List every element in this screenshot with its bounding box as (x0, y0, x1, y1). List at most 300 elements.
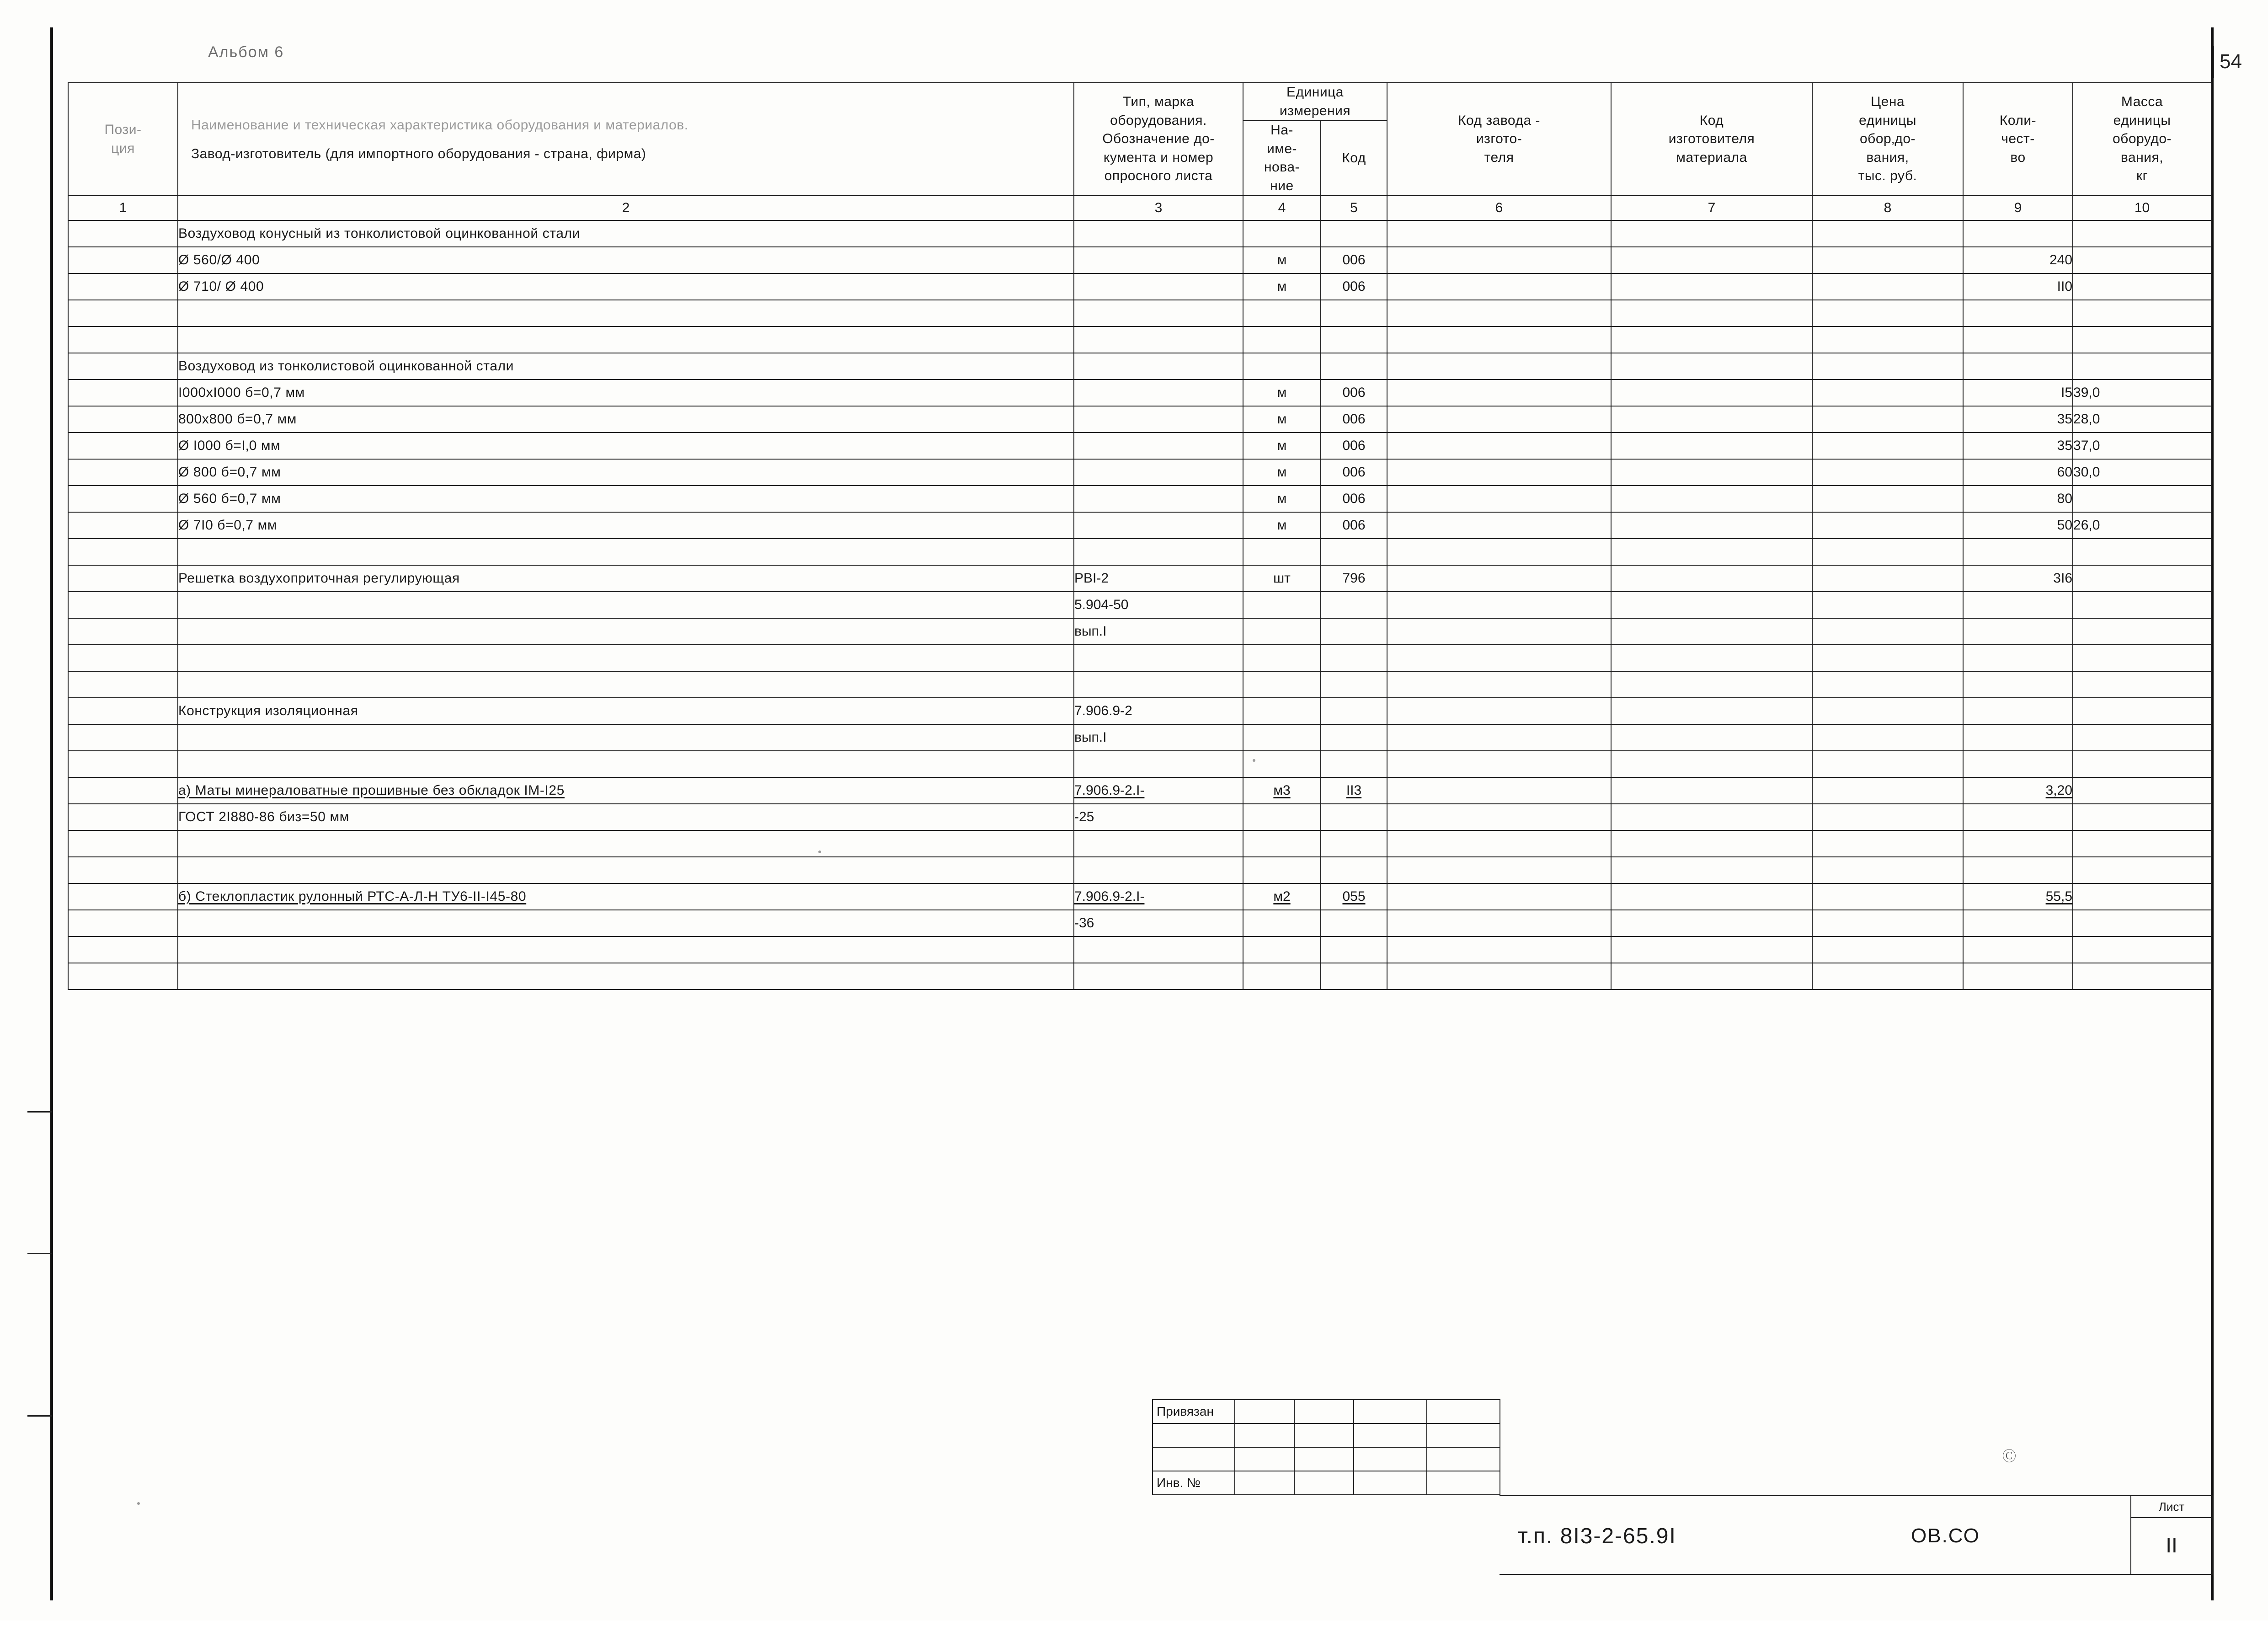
row-material-code (1611, 380, 1812, 406)
row-quantity (1963, 433, 2073, 459)
row-quantity-text: 240 (2049, 252, 2073, 267)
tb-cell (1354, 1447, 1427, 1471)
row-unit-code (1321, 300, 1387, 326)
row-name (178, 645, 1074, 671)
header-unit-mass: Масса единицы оборудо- вания, кг (2073, 83, 2211, 196)
row-name-text: I000xI000 б=0,7 мм (178, 385, 305, 400)
row-unit-code-text: II3 (1346, 783, 1362, 798)
row-material-code (1611, 910, 1812, 936)
row-unit-name (1243, 857, 1321, 883)
row-mass (2073, 512, 2211, 539)
table-row (68, 592, 2211, 618)
row-plant-code (1387, 671, 1611, 698)
tb-cell (1427, 1400, 1500, 1423)
row-material-code (1611, 247, 1812, 273)
row-price (1812, 830, 1963, 857)
row-material-code (1611, 804, 1812, 830)
row-unit-name (1243, 273, 1321, 300)
row-unit-name-text: м2 (1273, 889, 1291, 904)
row-unit-name (1243, 618, 1321, 645)
row-name (178, 883, 1074, 910)
row-mass (2073, 963, 2211, 990)
row-document-text: 7.906.9-2 (1074, 703, 1132, 718)
row-document-text: 7.906.9-2.I- (1074, 889, 1145, 904)
row-price (1812, 353, 1963, 380)
row-position (68, 380, 178, 406)
table-row (68, 804, 2211, 830)
colnum-8: 8 (1812, 196, 1963, 220)
header-quantity: Коли- чест- во (1963, 83, 2073, 196)
row-material-code (1611, 406, 1812, 433)
row-quantity (1963, 486, 2073, 512)
row-material-code (1611, 273, 1812, 300)
row-position (68, 645, 178, 671)
equipment-specification-table (68, 82, 2212, 990)
tb-cell (1427, 1447, 1500, 1471)
row-name (178, 406, 1074, 433)
row-quantity (1963, 353, 2073, 380)
row-unit-name (1243, 565, 1321, 592)
row-position (68, 300, 178, 326)
row-quantity-text: 60 (2057, 465, 2073, 480)
header-unit-group: Единица измерения (1243, 83, 1387, 121)
row-quantity (1963, 830, 2073, 857)
row-quantity (1963, 565, 2073, 592)
row-unit-code (1321, 910, 1387, 936)
row-price (1812, 671, 1963, 698)
tb-cell (1235, 1423, 1294, 1447)
row-unit-code (1321, 645, 1387, 671)
row-plant-code (1387, 433, 1611, 459)
row-unit-code (1321, 406, 1387, 433)
row-unit-name (1243, 406, 1321, 433)
row-unit-name (1243, 830, 1321, 857)
row-name (178, 433, 1074, 459)
row-quantity (1963, 592, 2073, 618)
row-document (1074, 406, 1243, 433)
row-document (1074, 565, 1243, 592)
tb-cell (1354, 1423, 1427, 1447)
row-plant-code (1387, 565, 1611, 592)
row-name (178, 459, 1074, 486)
row-name-text: Ø I000 б=I‚0 мм (178, 438, 281, 453)
row-quantity (1963, 724, 2073, 751)
colnum-2: 2 (178, 196, 1074, 220)
row-unit-code (1321, 618, 1387, 645)
row-mass (2073, 565, 2211, 592)
row-unit-code (1321, 830, 1387, 857)
colnum-9: 9 (1963, 196, 2073, 220)
row-name (178, 512, 1074, 539)
title-block (1152, 1399, 2211, 1573)
row-price (1812, 618, 1963, 645)
row-material-code (1611, 777, 1812, 804)
row-name (178, 751, 1074, 777)
row-material-code (1611, 459, 1812, 486)
row-unit-name (1243, 300, 1321, 326)
row-material-code (1611, 857, 1812, 883)
row-quantity (1963, 698, 2073, 724)
row-mass (2073, 486, 2211, 512)
row-plant-code (1387, 618, 1611, 645)
row-quantity (1963, 645, 2073, 671)
row-unit-code (1321, 459, 1387, 486)
title-block-grid (1152, 1399, 1500, 1495)
row-position (68, 459, 178, 486)
row-mass (2073, 857, 2211, 883)
row-price (1812, 936, 1963, 963)
sheet-number-tick (2213, 46, 2214, 78)
row-document-text: вып.I (1074, 730, 1107, 745)
row-name (178, 326, 1074, 353)
row-material-code (1611, 300, 1812, 326)
row-unit-code (1321, 326, 1387, 353)
row-plant-code (1387, 883, 1611, 910)
row-mass-text: 28,0 (2073, 412, 2100, 427)
row-document (1074, 724, 1243, 751)
row-price (1812, 273, 1963, 300)
row-name-text: ГОСТ 2I880-86 биз=50 мм (178, 809, 349, 824)
row-unit-name-text: м (1277, 252, 1287, 267)
margin-tick-1 (27, 1111, 52, 1113)
tb-cell (1354, 1471, 1427, 1495)
row-price (1812, 724, 1963, 751)
row-position (68, 247, 178, 273)
row-quantity-text: II0 (2057, 279, 2073, 294)
row-mass (2073, 724, 2211, 751)
table-row (68, 910, 2211, 936)
approval-stamp-icon: Ⓒ (2002, 1449, 2016, 1464)
row-price (1812, 698, 1963, 724)
row-unit-name (1243, 671, 1321, 698)
row-plant-code (1387, 406, 1611, 433)
row-name (178, 247, 1074, 273)
tb-cell (1153, 1423, 1235, 1447)
row-unit-name (1243, 326, 1321, 353)
title-block-row (1153, 1447, 1500, 1471)
row-material-code (1611, 592, 1812, 618)
tb-cell (1427, 1423, 1500, 1447)
row-name (178, 963, 1074, 990)
row-unit-code (1321, 777, 1387, 804)
tb-cell (1294, 1423, 1354, 1447)
row-price (1812, 380, 1963, 406)
row-mass-text: 26,0 (2073, 518, 2100, 533)
row-name-text: Ø 560/Ø 400 (178, 252, 260, 267)
row-mass (2073, 936, 2211, 963)
row-mass (2073, 618, 2211, 645)
row-material-code (1611, 963, 1812, 990)
row-unit-code (1321, 751, 1387, 777)
row-quantity (1963, 459, 2073, 486)
row-plant-code (1387, 963, 1611, 990)
row-unit-name (1243, 910, 1321, 936)
row-unit-name (1243, 592, 1321, 618)
row-document (1074, 777, 1243, 804)
row-quantity-text: 3,20 (2045, 783, 2073, 798)
table-row (68, 459, 2211, 486)
row-name-text: Конструкция изоляционная (178, 703, 358, 718)
row-unit-code (1321, 539, 1387, 565)
row-quantity (1963, 406, 2073, 433)
table-row (68, 247, 2211, 273)
row-mass (2073, 698, 2211, 724)
row-position (68, 406, 178, 433)
row-quantity (1963, 671, 2073, 698)
row-unit-name-text: м (1277, 465, 1287, 480)
table-row (68, 698, 2211, 724)
row-material-code (1611, 353, 1812, 380)
row-mass (2073, 883, 2211, 910)
row-material-code (1611, 512, 1812, 539)
table-header-row (68, 83, 2211, 121)
row-material-code (1611, 539, 1812, 565)
row-mass-text: 30,0 (2073, 465, 2100, 480)
row-mass (2073, 433, 2211, 459)
row-document (1074, 671, 1243, 698)
row-name (178, 353, 1074, 380)
row-unit-code-text: 006 (1342, 518, 1366, 533)
table-row (68, 326, 2211, 353)
table-row (68, 433, 2211, 459)
tb-cell (1294, 1471, 1354, 1495)
row-unit-name (1243, 963, 1321, 990)
row-unit-name-text: м3 (1273, 783, 1291, 798)
row-mass (2073, 804, 2211, 830)
row-unit-code (1321, 671, 1387, 698)
table-row (68, 830, 2211, 857)
row-plant-code (1387, 486, 1611, 512)
row-document (1074, 300, 1243, 326)
row-document-text: 5.904-50 (1074, 597, 1129, 612)
row-material-code (1611, 220, 1812, 247)
row-name (178, 220, 1074, 247)
row-position (68, 273, 178, 300)
header-plant-code: Код завода - изгото- теля (1387, 83, 1611, 196)
row-unit-name (1243, 433, 1321, 459)
row-plant-code (1387, 300, 1611, 326)
table-body (68, 220, 2211, 990)
table-row (68, 273, 2211, 300)
colnum-7: 7 (1611, 196, 1812, 220)
row-unit-code (1321, 512, 1387, 539)
row-name (178, 936, 1074, 963)
row-document-text: вып.I (1074, 624, 1107, 639)
row-position (68, 220, 178, 247)
table-row (68, 645, 2211, 671)
row-name (178, 857, 1074, 883)
row-plant-code (1387, 459, 1611, 486)
row-unit-name (1243, 459, 1321, 486)
row-plant-code (1387, 220, 1611, 247)
row-plant-code (1387, 724, 1611, 751)
row-mass (2073, 380, 2211, 406)
row-document (1074, 963, 1243, 990)
tb-cell (1235, 1447, 1294, 1471)
row-unit-code-text: 796 (1342, 571, 1366, 586)
table-row (68, 353, 2211, 380)
row-material-code (1611, 751, 1812, 777)
row-unit-code-text: 055 (1342, 889, 1366, 904)
row-unit-name-text: м (1277, 518, 1287, 533)
row-unit-code-text: 006 (1342, 385, 1366, 400)
row-plant-code (1387, 592, 1611, 618)
row-unit-code (1321, 433, 1387, 459)
row-document (1074, 512, 1243, 539)
row-unit-name (1243, 751, 1321, 777)
row-mass (2073, 220, 2211, 247)
row-mass (2073, 406, 2211, 433)
row-mass (2073, 777, 2211, 804)
row-price (1812, 857, 1963, 883)
row-quantity (1963, 883, 2073, 910)
row-unit-code-text: 006 (1342, 438, 1366, 453)
row-name (178, 486, 1074, 512)
row-quantity (1963, 247, 2073, 273)
row-price (1812, 751, 1963, 777)
table-row (68, 380, 2211, 406)
row-plant-code (1387, 910, 1611, 936)
row-price (1812, 645, 1963, 671)
row-unit-name (1243, 777, 1321, 804)
row-material-code (1611, 724, 1812, 751)
row-document (1074, 910, 1243, 936)
row-quantity (1963, 273, 2073, 300)
row-position (68, 804, 178, 830)
row-plant-code (1387, 857, 1611, 883)
row-position (68, 592, 178, 618)
margin-tick-2 (27, 1253, 52, 1254)
colnum-4: 4 (1243, 196, 1321, 220)
row-plant-code (1387, 751, 1611, 777)
table-row (68, 618, 2211, 645)
row-document (1074, 273, 1243, 300)
row-price (1812, 963, 1963, 990)
row-document (1074, 486, 1243, 512)
row-document-text: РВI-2 (1074, 571, 1109, 586)
row-position (68, 326, 178, 353)
row-material-code (1611, 698, 1812, 724)
row-document (1074, 751, 1243, 777)
row-name (178, 300, 1074, 326)
row-position (68, 830, 178, 857)
header-description: Наименование и техническая характеристика оборудования и материалов. Завод-изготовитель (для импортного оборудования - страна, фирма) (178, 83, 1074, 196)
colnum-6: 6 (1387, 196, 1611, 220)
inv-no-label: Инв. № (1153, 1471, 1235, 1495)
row-document (1074, 539, 1243, 565)
header-unit-code: Код (1321, 121, 1387, 196)
row-name (178, 777, 1074, 804)
row-quantity (1963, 777, 2073, 804)
row-mass (2073, 910, 2211, 936)
title-block-row (1153, 1400, 1500, 1423)
row-mass-text: 37,0 (2073, 438, 2100, 453)
row-unit-code-text: 006 (1342, 491, 1366, 506)
row-material-code (1611, 433, 1812, 459)
row-document (1074, 936, 1243, 963)
row-unit-code (1321, 963, 1387, 990)
sheet-number: 54 (2220, 50, 2242, 73)
title-block-row (1153, 1471, 1500, 1495)
row-unit-code (1321, 883, 1387, 910)
row-document-text: -25 (1074, 809, 1094, 824)
row-unit-name-text: м (1277, 279, 1287, 294)
row-document (1074, 883, 1243, 910)
row-quantity (1963, 300, 2073, 326)
row-mass (2073, 459, 2211, 486)
table-row (68, 220, 2211, 247)
row-mass (2073, 247, 2211, 273)
row-document (1074, 698, 1243, 724)
row-position (68, 671, 178, 698)
row-document (1074, 220, 1243, 247)
row-unit-name-text: м (1277, 491, 1287, 506)
row-mass (2073, 645, 2211, 671)
album-label: Альбом 6 (208, 43, 284, 61)
row-position (68, 539, 178, 565)
row-quantity-text: 3I6 (2053, 571, 2073, 586)
row-price (1812, 247, 1963, 273)
row-name (178, 565, 1074, 592)
row-price (1812, 459, 1963, 486)
table-row (68, 724, 2211, 751)
row-unit-name (1243, 486, 1321, 512)
table-row (68, 300, 2211, 326)
row-price (1812, 565, 1963, 592)
row-unit-name (1243, 724, 1321, 751)
table-row (68, 512, 2211, 539)
header-type-mark: Тип, марка оборудования. Обозначение до- кумента и номер опросного листа (1074, 83, 1243, 196)
table-row (68, 486, 2211, 512)
row-unit-name (1243, 883, 1321, 910)
colnum-3: 3 (1074, 196, 1243, 220)
colnum-1: 1 (68, 196, 178, 220)
row-mass (2073, 830, 2211, 857)
row-plant-code (1387, 273, 1611, 300)
tb-cell (1354, 1400, 1427, 1423)
row-unit-name (1243, 539, 1321, 565)
row-unit-code (1321, 724, 1387, 751)
row-unit-code-text: 006 (1342, 279, 1366, 294)
row-mass (2073, 353, 2211, 380)
row-unit-code (1321, 353, 1387, 380)
row-unit-code (1321, 857, 1387, 883)
row-unit-name (1243, 220, 1321, 247)
row-unit-name-text: м (1277, 438, 1287, 453)
row-position (68, 512, 178, 539)
sheet-field (2130, 1495, 2213, 1575)
row-unit-name (1243, 247, 1321, 273)
paper-speck (137, 1502, 140, 1505)
row-price (1812, 220, 1963, 247)
table-row (68, 406, 2211, 433)
row-quantity-text: 55,5 (2045, 889, 2073, 904)
row-document (1074, 326, 1243, 353)
row-material-code (1611, 645, 1812, 671)
row-mass (2073, 592, 2211, 618)
row-unit-name (1243, 512, 1321, 539)
sheet-field-label: Лист (2131, 1496, 2212, 1518)
row-mass (2073, 300, 2211, 326)
row-plant-code (1387, 830, 1611, 857)
row-name (178, 380, 1074, 406)
row-document (1074, 380, 1243, 406)
row-unit-code (1321, 565, 1387, 592)
row-quantity (1963, 326, 2073, 353)
row-unit-code (1321, 247, 1387, 273)
row-name-text: Решетка воздухоприточная регулирующая (178, 571, 460, 586)
row-position (68, 910, 178, 936)
